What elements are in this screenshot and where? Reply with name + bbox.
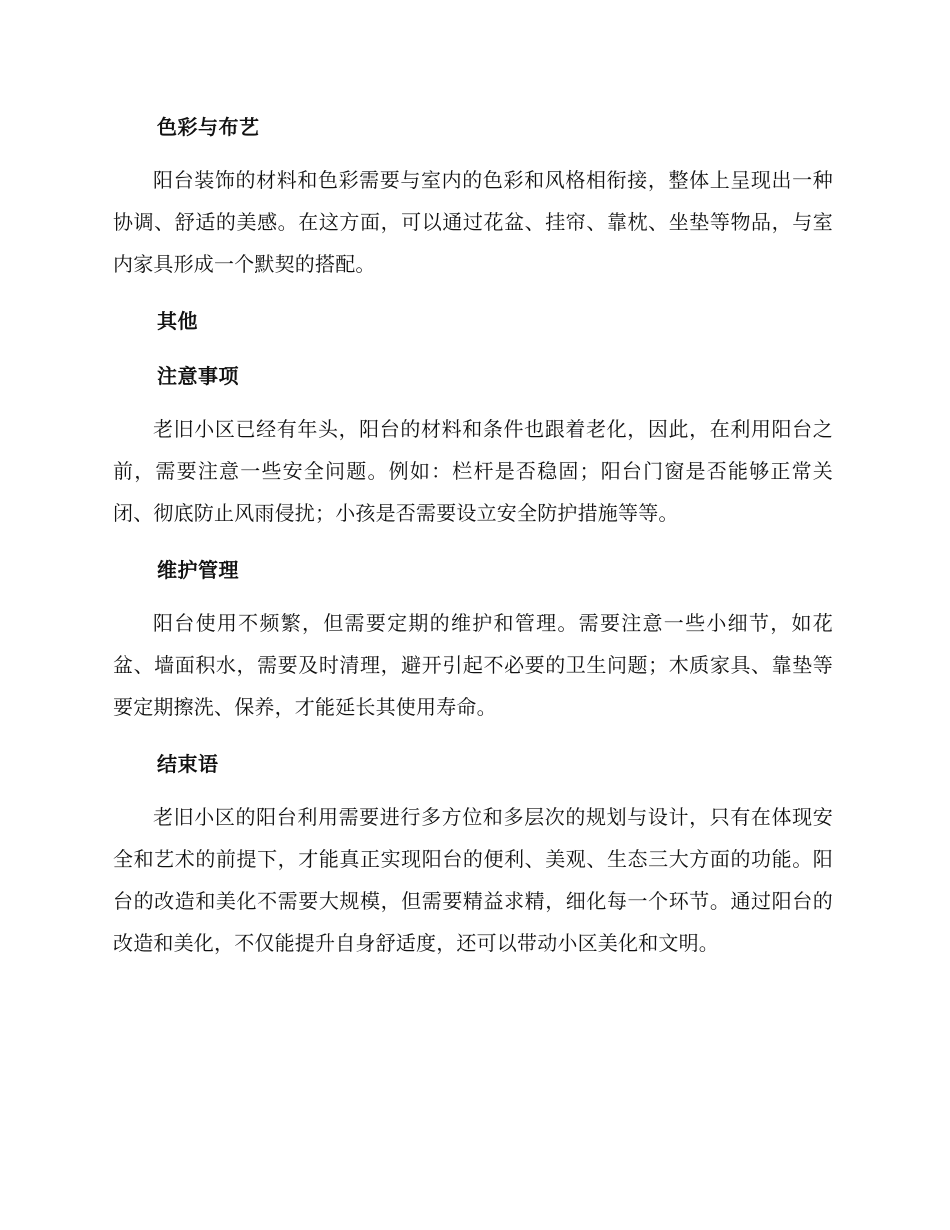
section-heading-conclusion: 结束语	[157, 752, 219, 776]
section-heading-maintenance: 维护管理	[157, 558, 239, 582]
document-page	[113, 108, 833, 964]
section-paragraph-precautions: 老旧小区已经有年头，阳台的材料和条件也跟着老化，因此，在利用阳台之前，需要注意一些安全问题。例如：栏杆是否稳固；阳台门窗是否能够正常关闭、彻底防止风雨侵扰；小孩是否需要设立安全防护措施等等。	[113, 417, 833, 525]
section-paragraph-conclusion: 老旧小区的阳台利用需要进行多方位和多层次的规划与设计，只有在体现安全和艺术的前提下，才能真正实现阳台的便利、美观、生态三大方面的功能。阳台的改造和美化不需要大规模，但需要精益求精，细化每一个环节。通过阳台的改造和美化，不仅能提升自身舒适度，还可以带动小区美化和文明。	[113, 805, 833, 955]
section-heading-color-fabric: 色彩与布艺	[157, 115, 260, 139]
section-paragraph-maintenance: 阳台使用不频繁，但需要定期的维护和管理。需要注意一些小细节，如花盆、墙面积水，需要及时清理，避开引起不必要的卫生问题；木质家具、靠垫等要定期擦洗、保养，才能延长其使用寿命。	[113, 611, 833, 719]
section-heading-other: 其他	[157, 309, 198, 333]
section-paragraph-color-fabric: 阳台装饰的材料和色彩需要与室内的色彩和风格相衔接，整体上呈现出一种协调、舒适的美感。在这方面，可以通过花盆、挂帘、靠枕、坐垫等物品，与室内家具形成一个默契的搭配。	[113, 168, 833, 276]
section-heading-precautions: 注意事项	[157, 364, 239, 388]
